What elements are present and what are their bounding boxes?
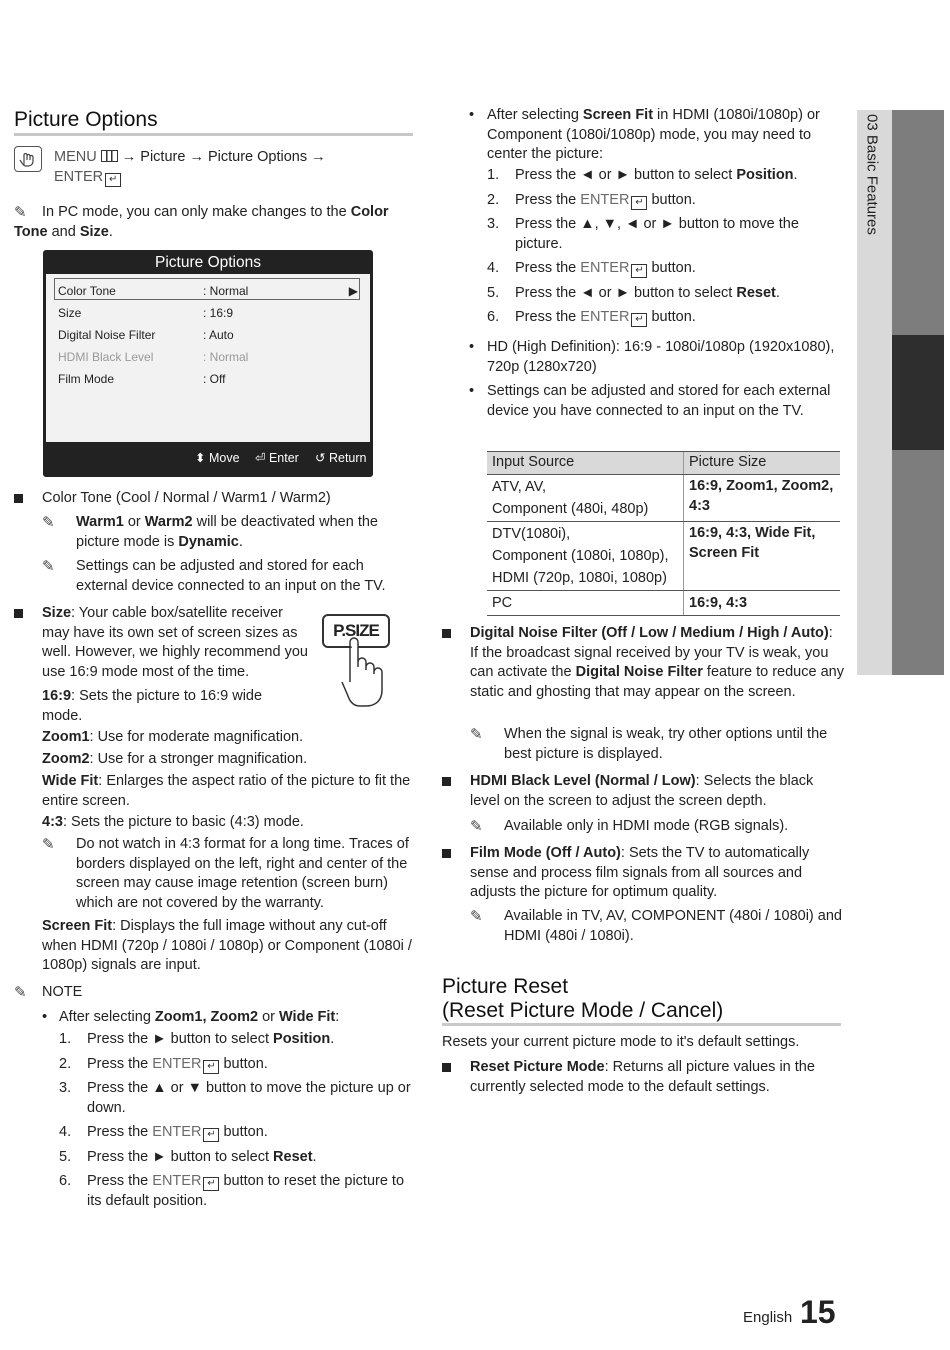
step-number: 3. (59, 1080, 72, 1096)
item-heading: Color Tone (Cool / Normal / Warm1 / Warm2) (42, 490, 331, 506)
osd-return-label: Return (328, 451, 367, 465)
osd-row[interactable] (58, 326, 234, 346)
menu-path: MENU (54, 149, 97, 165)
enter-icon: ↵ (105, 173, 121, 187)
item-text: : Returns all picture values in the currently selected mode to the default settings. (470, 1059, 815, 1095)
osd-row[interactable] (58, 282, 358, 302)
item-heading: Film Mode (Off / Auto) (470, 845, 621, 861)
step-number: 3. (487, 216, 500, 232)
enter-label: ENTER (580, 191, 630, 208)
osd-return-hint (315, 449, 367, 469)
text: : (335, 1009, 340, 1025)
text: After selecting (59, 1009, 155, 1025)
item-text: feature to reduce any static and ghosting that may appear on the screen. (470, 664, 844, 700)
item-heading: HDMI Black Level (Normal / Low) (470, 773, 696, 789)
step-text: Position (736, 167, 794, 183)
bullet-square (442, 629, 451, 638)
note-text: will be deactivated when the picture mode is (76, 514, 378, 550)
step-text: button. (647, 260, 696, 276)
item-text: : Sets the TV to automatically sense and process film signals from all sources and adjusts the picture for optimum quality. (470, 845, 810, 900)
osd-enter-label: Enter (268, 451, 299, 465)
section-title: Picture Options (14, 108, 158, 131)
item-text: Digital Noise Filter (575, 664, 703, 680)
note-text: Available only in HDMI mode (RGB signals). (504, 818, 789, 834)
size-option-text: : Use for moderate magnification. (89, 729, 304, 745)
psize-button-label: P.SIZE (322, 614, 390, 648)
bullet-dot: • (469, 339, 475, 355)
step-text: Reset (736, 284, 776, 301)
osd-row[interactable] (58, 304, 234, 324)
osd-title: Picture Options (155, 254, 261, 271)
table-cell: 16:9, Zoom1, Zoom2, 4:3 (684, 474, 841, 521)
section-intro: Resets your current picture mode to it's default settings. (442, 1034, 800, 1050)
step-item (59, 1030, 414, 1050)
bullet-dot: • (42, 1009, 48, 1025)
step-text: Press the (87, 1124, 153, 1140)
osd-row-value: : 16:9 (203, 306, 234, 320)
note-text: Color Tone (14, 204, 389, 240)
bullet-square (442, 849, 451, 858)
text: Zoom1, Zoom2 (154, 1009, 259, 1025)
footer-language: English (743, 1309, 793, 1326)
note-text: . (108, 223, 113, 240)
note-pencil-icon: ✎ (42, 836, 55, 853)
size-option-text: : Use for a stronger magnification. (89, 751, 308, 767)
enter-icon: ↵ (631, 313, 647, 327)
step-list (487, 166, 842, 333)
size-option: Zoom2 (42, 751, 90, 767)
hand-icon (14, 146, 42, 172)
enter-label: ENTER (580, 309, 630, 325)
menu-path: → Picture → Picture Options → (117, 149, 326, 165)
enter-icon: ↵ (631, 196, 647, 210)
table-cell: DTV(1080i), Component (1080i, 1080p), HDMI (720p, 1080i, 1080p) (487, 521, 684, 590)
chapter-tab-block (892, 450, 944, 675)
note-pencil-icon: ✎ (42, 558, 55, 575)
step-item (59, 1123, 414, 1143)
enter-icon: ↵ (631, 264, 647, 278)
step-text: Press the ► button to select (87, 1148, 274, 1165)
item-text: : If the broadcast signal received by your TV is weak, you can activate the (470, 625, 833, 680)
title-rule (442, 1023, 841, 1026)
osd-row-label: HDMI Black Level (58, 350, 154, 364)
osd-row[interactable] (58, 370, 226, 390)
step-item (487, 284, 842, 304)
note-text: Warm1 (76, 514, 124, 530)
step-text: button. (647, 309, 696, 325)
osd-row-value: : Off (203, 372, 226, 386)
table-cell: PC (487, 590, 684, 615)
step-text: Press the (87, 1173, 153, 1189)
step-list (59, 1030, 414, 1216)
step-item (487, 191, 842, 211)
size-option: Zoom1 (42, 729, 90, 745)
step-number: 2. (487, 191, 500, 208)
chapter-tab-block (892, 110, 944, 335)
enter-label: ENTER (54, 168, 104, 185)
step-item (59, 1148, 414, 1168)
remote-psize-illustration (320, 612, 412, 712)
section-title: Picture Reset (442, 975, 569, 998)
note-text: Warm2 (144, 514, 193, 530)
step-text: Press the (87, 1055, 153, 1072)
osd-move-hint (195, 449, 240, 469)
enter-icon: ⏎ (255, 451, 266, 465)
osd-move-label: Move (208, 451, 240, 465)
note-text: Settings can be adjusted and stored for each external device connected to an input on the TV. (76, 558, 386, 594)
title-rule (14, 133, 413, 136)
step-number: 1. (59, 1031, 72, 1047)
bullet-dot: • (469, 383, 475, 399)
step-text: button. (219, 1124, 268, 1140)
enter-label: ENTER (152, 1055, 202, 1072)
chapter-tab-active-block (892, 335, 944, 450)
menu-icon (101, 150, 118, 162)
step-text: button. (647, 191, 696, 208)
step-text: Press the ► button to select (87, 1031, 274, 1047)
step-text: . (775, 284, 780, 301)
note-text: . (238, 533, 243, 550)
osd-row-label: Digital Noise Filter (58, 328, 156, 342)
note-label: NOTE (42, 984, 83, 1000)
step-text: Press the (515, 191, 581, 208)
step-text: Press the ▲, ▼, ◄ or ► button to move the picture. (515, 216, 799, 252)
step-text: Reset (273, 1148, 313, 1165)
enter-label: ENTER (152, 1173, 202, 1189)
note-text: When the signal is weak, try other options until the best picture is displayed. (504, 726, 828, 762)
enter-icon: ↵ (203, 1177, 219, 1191)
step-text: Press the ◄ or ► button to select (515, 284, 737, 301)
step-item (487, 166, 842, 186)
size-option-text: : Sets the picture to 16:9 wide mode. (42, 688, 263, 724)
step-text: . (330, 1031, 335, 1047)
size-option-text: : Sets the picture to basic (4:3) mode. (62, 814, 304, 830)
note-text: and (47, 223, 80, 240)
step-item (59, 1172, 414, 1211)
size-option-text: : Enlarges the aspect ratio of the picture to fit the entire screen. (42, 773, 411, 809)
size-option: Screen Fit (42, 918, 113, 934)
table-header: Input Source (487, 452, 684, 475)
section-subtitle: (Reset Picture Mode / Cancel) (442, 999, 724, 1022)
pointing-hand-icon (320, 612, 412, 712)
enter-label: ENTER (152, 1124, 202, 1140)
step-item (59, 1079, 414, 1118)
step-text: button to reset the picture to its default position. (87, 1173, 405, 1209)
step-item (487, 215, 842, 254)
step-number: 6. (59, 1173, 72, 1189)
bullet-square (14, 494, 23, 503)
note-pencil-icon: ✎ (470, 726, 483, 743)
item-heading: Reset Picture Mode (470, 1059, 605, 1075)
osd-picture-options (43, 250, 373, 477)
note-text: Dynamic (178, 533, 239, 550)
step-text: . (312, 1148, 317, 1165)
return-icon: ↺ (315, 451, 326, 465)
table-row (487, 590, 840, 615)
osd-panel (46, 274, 370, 442)
note-text: Size (79, 223, 109, 240)
table-cell: 16:9, 4:3, Wide Fit, Screen Fit (684, 521, 841, 590)
step-number: 2. (59, 1055, 72, 1072)
table-row (487, 521, 840, 590)
step-number: 6. (487, 309, 500, 325)
enter-icon: ↵ (203, 1060, 219, 1074)
text: Screen Fit (582, 107, 654, 123)
osd-row-value: : Normal (203, 350, 249, 364)
step-text: Press the (515, 260, 581, 276)
size-option: 16:9 (42, 688, 72, 704)
item-text: : Your cable box/satellite receiver may have its own set of screen sizes as well. However, we highly recommend you use 16:9 mode most of the time. (42, 605, 308, 680)
step-item (487, 308, 842, 328)
bullet-square (442, 777, 451, 786)
bullet-square (14, 609, 23, 618)
note-pencil-icon: ✎ (14, 204, 27, 221)
input-source-table (487, 451, 840, 616)
note-pencil-icon: ✎ (14, 984, 27, 1001)
item-heading: Size (42, 605, 72, 621)
item-text: : Selects the black level on the screen to adjust the screen depth. (470, 773, 814, 809)
table-header-row (487, 452, 840, 475)
step-text: . (793, 167, 798, 183)
step-text: Press the ◄ or ► button to select (515, 167, 737, 183)
note-text: In PC mode, you can only make changes to the (42, 204, 351, 220)
note-text: Available in TV, AV, COMPONENT (480i / 1080i) and HDMI (480i / 1080i). (504, 908, 842, 944)
table-cell: ATV, AV, Component (480i, 480p) (487, 474, 684, 521)
text: or (258, 1009, 279, 1025)
arrow-right-icon: ▶ (348, 284, 358, 298)
step-text: Position (273, 1031, 331, 1047)
enter-icon: ↵ (203, 1128, 219, 1142)
step-number: 5. (59, 1148, 72, 1165)
step-text: Press the (515, 309, 581, 325)
move-updown-icon: ⬍ (195, 451, 206, 465)
bullet-square (442, 1063, 451, 1072)
text: Wide Fit (279, 1009, 336, 1025)
chapter-label: 03 Basic Features (863, 114, 881, 235)
enter-label: ENTER (580, 260, 630, 276)
step-number: 1. (487, 167, 500, 183)
table-cell: 16:9, 4:3 (684, 590, 841, 615)
osd-row-label: Color Tone (58, 284, 116, 298)
step-item (59, 1055, 414, 1075)
note-pencil-icon: ✎ (42, 514, 55, 531)
table-header: Picture Size (684, 452, 841, 475)
step-number: 4. (59, 1124, 72, 1140)
step-item (487, 259, 842, 279)
note-pencil-icon: ✎ (470, 908, 483, 925)
text: HD (High Definition): 16:9 - 1080i/1080p (1920x1080), 720p (1280x720) (487, 339, 835, 375)
osd-row-value: : Auto (203, 328, 234, 342)
item-heading: Digital Noise Filter (Off / Low / Medium / High / Auto) (470, 625, 829, 641)
table-row (487, 474, 840, 521)
size-option: Wide Fit (42, 773, 99, 789)
note-text: Do not watch in 4:3 format for a long time. Traces of borders displayed on the left, right and center of the screen may cause image retention (screen burn) which are not covered by the warranty. (76, 836, 409, 911)
step-text: button. (219, 1055, 268, 1072)
bullet-dot: • (469, 107, 475, 123)
step-number: 5. (487, 284, 500, 301)
step-number: 4. (487, 260, 500, 276)
text: Settings can be adjusted and stored for each external device you have connected to an input on the TV. (487, 383, 831, 419)
step-text: Press the ▲ or ▼ button to move the picture up or down. (87, 1080, 411, 1116)
osd-row-label: Size (58, 306, 82, 320)
page-number: 15 (800, 1294, 836, 1330)
osd-row-label: Film Mode (58, 372, 115, 386)
size-option: 4:3 (42, 814, 63, 830)
size-option-text: : Displays the full image without any cut-off when HDMI (720p / 1080i / 1080p) or Component (1080i / 1080p) signals are input. (42, 918, 412, 973)
osd-row-value: : Normal (203, 284, 249, 298)
note-text: or (123, 514, 145, 530)
osd-enter-hint (255, 449, 299, 469)
osd-row-disabled (58, 348, 249, 368)
text: in HDMI (1080i/1080p) or Component (1080i/1080p) mode, you may need to center the picture: (487, 107, 820, 162)
text: After selecting (487, 107, 583, 123)
note-pencil-icon: ✎ (470, 818, 483, 835)
